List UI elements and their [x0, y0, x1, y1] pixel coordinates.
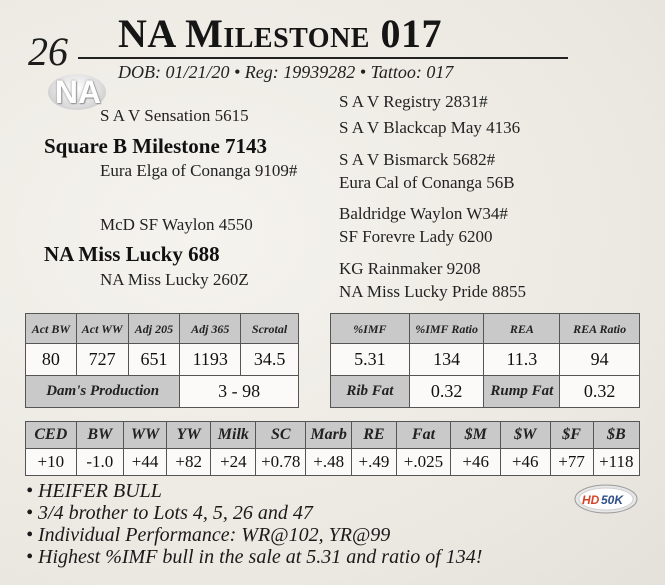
dams-production-label: Dam's Production [26, 376, 180, 408]
note-item: • HEIFER BULL [26, 480, 162, 502]
epd-header: YW [167, 422, 211, 449]
perf-header-adj-365: Adj 365 [180, 314, 241, 344]
epd-value: +.025 [396, 449, 451, 476]
epd-header: $W [500, 422, 550, 449]
carcass-header-imf-ratio: %IMF Ratio [409, 314, 484, 344]
epd-value: +46 [500, 449, 550, 476]
pedigree-right-3: S A V Bismarck 5682# [339, 150, 496, 169]
notes-list [26, 480, 482, 568]
note-item: • 3/4 brother to Lots 4, 5, 26 and 47 [26, 502, 313, 524]
epd-value: +77 [550, 449, 593, 476]
epd-header: $F [550, 422, 593, 449]
hd50k-badge [574, 484, 638, 514]
note-text: 3/4 brother to Lots 4, 5, 26 and 47 [38, 502, 313, 524]
epd-header: Marb [306, 422, 352, 449]
perf-value-adj-365: 1193 [180, 344, 241, 376]
pedigree-right-5: Baldridge Waylon W34# [339, 204, 508, 223]
epd-header: WW [124, 422, 167, 449]
performance-table [25, 313, 299, 408]
pedigree-right-8: NA Miss Lucky Pride 8855 [339, 282, 526, 301]
sire-sire: S A V Sensation 5615 [100, 106, 249, 125]
pedigree-right-4: Eura Cal of Conanga 56B [339, 173, 515, 192]
perf-header-act-ww: Act WW [76, 314, 128, 344]
epd-header: RE [352, 422, 396, 449]
epd-value: +46 [451, 449, 501, 476]
sire-dam: Eura Elga of Conanga 9109# [100, 161, 298, 180]
lot-number: 26 [28, 29, 68, 74]
pedigree-right-2: S A V Blackcap May 4136 [339, 118, 521, 137]
epd-header: $M [451, 422, 501, 449]
title-underline [78, 57, 568, 59]
epd-header: BW [76, 422, 123, 449]
perf-header-scrotal: Scrotal [241, 314, 299, 344]
epd-table [25, 421, 640, 476]
carcass-header-rea-ratio: REA Ratio [560, 314, 640, 344]
sire: Square B Milestone 7143 [44, 134, 268, 158]
epd-value-row [26, 449, 640, 476]
perf-value-act-bw: 80 [26, 344, 77, 376]
rump-fat-value: 0.32 [560, 376, 640, 408]
epd-value: +10 [26, 449, 77, 476]
epd-header: $B [593, 422, 639, 449]
carcass-value-imf-ratio: 134 [409, 344, 484, 376]
note-item: • Highest %IMF bull in the sale at 5.31 and ratio of 134! [26, 546, 483, 568]
note-text: HEIFER BULL [38, 480, 162, 502]
dams-production-value: 3 - 98 [180, 376, 299, 408]
badge-suffix: 50K [601, 493, 624, 507]
rib-fat-label: Rib Fat [331, 376, 410, 408]
epd-header: SC [256, 422, 306, 449]
badge-prefix: HD [582, 493, 600, 507]
carcass-value-imf: 5.31 [331, 344, 410, 376]
carcass-header-rea: REA [484, 314, 560, 344]
note-text: Individual Performance: WR@102, YR@99 [38, 524, 391, 546]
epd-value: +44 [124, 449, 167, 476]
rib-fat-value: 0.32 [409, 376, 484, 408]
epd-header: Fat [396, 422, 451, 449]
carcass-value-rea: 11.3 [484, 344, 560, 376]
perf-value-scrotal: 34.5 [241, 344, 299, 376]
epd-value: +82 [167, 449, 211, 476]
epd-value: +24 [211, 449, 256, 476]
carcass-value-rea-ratio: 94 [560, 344, 640, 376]
epd-header-row [26, 422, 640, 449]
pedigree-right-7: KG Rainmaker 9208 [339, 259, 481, 278]
epd-value: +.48 [306, 449, 352, 476]
epd-value: -1.0 [76, 449, 123, 476]
carcass-table [330, 313, 640, 408]
epd-value: +0.78 [256, 449, 306, 476]
rump-fat-label: Rump Fat [484, 376, 560, 408]
registration-info: DOB: 01/21/20 • Reg: 19939282 • Tattoo: 017 [118, 62, 454, 82]
perf-value-act-ww: 727 [76, 344, 128, 376]
epd-header: CED [26, 422, 77, 449]
carcass-header-imf: %IMF [331, 314, 410, 344]
note-item: • Individual Performance: WR@102, YR@99 [26, 524, 391, 546]
page-title: NA Milestone 017 [118, 11, 442, 56]
hd50k-badge-graphic [574, 484, 638, 514]
epd-value: +118 [593, 449, 639, 476]
pedigree-right-1: S A V Registry 2831# [339, 92, 488, 111]
epd-value: +.49 [352, 449, 396, 476]
dam-dam: NA Miss Lucky 260Z [100, 270, 249, 289]
dam-sire: McD SF Waylon 4550 [100, 215, 253, 234]
perf-header-adj-205: Adj 205 [128, 314, 180, 344]
dam: NA Miss Lucky 688 [44, 242, 220, 266]
epd-header: Milk [211, 422, 256, 449]
logo-text: NA [54, 74, 102, 110]
pedigree-right-6: SF Forevre Lady 6200 [339, 227, 493, 246]
perf-header-act-bw: Act BW [26, 314, 77, 344]
perf-value-adj-205: 651 [128, 344, 180, 376]
note-text: Highest %IMF bull in the sale at 5.31 and ratio of 134! [38, 546, 483, 568]
